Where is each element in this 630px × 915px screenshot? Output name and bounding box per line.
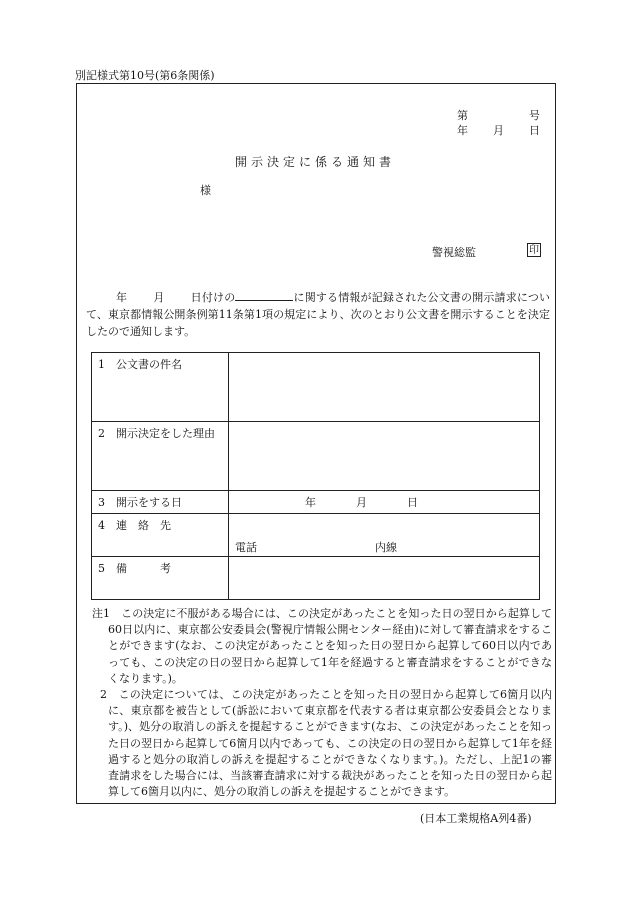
row-value — [229, 353, 540, 422]
row-label: 1 公文書の件名 — [92, 353, 229, 422]
ref-go: 号 — [529, 109, 540, 122]
ref-nen: 年 — [457, 124, 468, 137]
addressee-suffix: 様 — [200, 184, 211, 197]
ref-dai: 第 — [457, 109, 468, 122]
table-row — [92, 422, 540, 491]
row-value — [229, 514, 540, 557]
ref-nichi: 日 — [529, 124, 540, 137]
info-table — [91, 352, 540, 600]
row-label: 4 連 絡 先 — [92, 514, 229, 557]
paper-size-note: (日本工業規格A列4番) — [420, 812, 532, 825]
issuer-name: 警視総監 — [432, 246, 476, 259]
body-gatsu: 月 — [153, 291, 165, 304]
table-row — [92, 557, 540, 600]
note-2: 2 この決定については、この決定があったことを知った日の翌日から起算して6箇月以内に、東京都を被告として(訴訟において東京都を代表する者は東京都公安委員会となります。)、処分の取消しの訴えを提起することができます(なお、この決定があったことを知った日の翌日から起算して6箇月以内であっても、この決定の日の翌日から起算して1年を経過すると処分の取消しの訴えを提起することができなくなります。)。ただし、上記1の審査請求をした場合には、当該審査請求に対する裁決があったことを知った日の翌日から起算して6箇月以内に、処分の取消しの訴えを提起することができます。 — [100, 688, 552, 799]
extension-label: 内線 — [375, 541, 397, 554]
notes-section — [92, 606, 552, 800]
table-row — [92, 514, 540, 557]
page-title: 開示決定に係る通知書 — [234, 155, 395, 169]
seal-mark: 印 — [529, 245, 539, 256]
form-number-label: 別記様式第10号(第6条関係) — [75, 69, 215, 82]
date-nen: 年 — [305, 496, 316, 509]
date-nichi: 日 — [407, 496, 418, 509]
body-hizuke: 日付けの — [190, 291, 236, 304]
row-value — [229, 491, 540, 514]
table-row — [92, 353, 540, 422]
date-gatsu: 月 — [356, 496, 367, 509]
row-value — [229, 557, 540, 600]
row-value — [229, 422, 540, 491]
row-label: 5 備 考 — [92, 557, 229, 600]
ref-gatsu: 月 — [493, 124, 504, 137]
notice-body — [86, 289, 550, 340]
row-label: 3 開示をする日 — [92, 491, 229, 514]
note-1: 注1 この決定に不服がある場合には、この決定があったことを知った日の翌日から起算して60日以内に、東京都公安委員会(警視庁情報公開センター経由)に対して審査請求をすることができます(なお、この決定があったことを知った日の翌日から起算して60日以内であっても、この決定の日の翌日から起算して1年を経過すると審査請求をすることができなくなります。)。 — [92, 607, 552, 685]
body-blank-line — [235, 290, 293, 301]
row-label: 2 開示決定をした理由 — [92, 422, 229, 491]
table-row — [92, 491, 540, 514]
body-rest: に関する情報が記録された公文書の開示請求について、東京都情報公開条例第11条第1項の規定により、次のとおり公文書を開示することを決定したので通知します。 — [86, 291, 551, 338]
phone-label: 電話 — [235, 541, 257, 554]
body-nen: 年 — [116, 291, 128, 304]
